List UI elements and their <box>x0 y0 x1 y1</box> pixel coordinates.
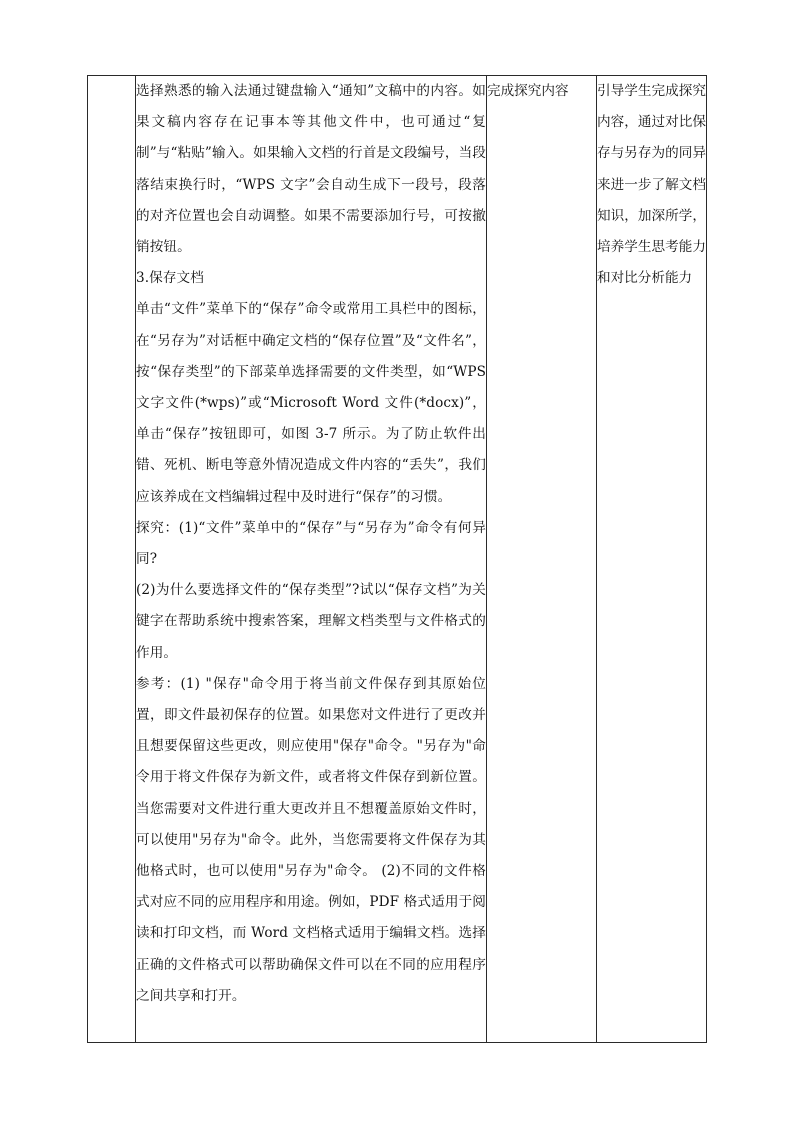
student-activity-text: 完成探究内容 <box>487 83 569 99</box>
design-intent-cell <box>597 76 707 1043</box>
student-activity-cell <box>487 76 597 1043</box>
lesson-table-row <box>88 76 707 1043</box>
paragraph-save-steps: 单击“文件”菜单下的“保存”命令或常用工具栏中的图标，在“另存为”对话框中确定文档的“保存位置”及“文件名”，按“保存类型”的下部菜单选择需要的文件类型，如“WPS 文字文件(*wps)”或“Microsoft Word 文件(*docx)”，单击“保存”按钮即可，如图 3-7 所示。为了防止软件出错、死机、断电等意外情况造成文件内容的“丢失”，我们应该养成在文档编辑过程中及时进行“保存”的习惯。 <box>136 301 486 505</box>
empty-left-cell <box>88 76 136 1043</box>
design-intent-text: 引导学生完成探究内容，通过对比保存与另存为的同异来进一步了解文档知识，加深所学，培养学生思考能力和对比分析能力 <box>597 83 706 287</box>
paragraph-inquiry-question-1: 探究：(1)“文件”菜单中的“保存”与“另存为”命令有何异同? <box>136 519 486 568</box>
teaching-content-cell <box>136 76 487 1043</box>
paragraph-input-method: 选择熟悉的输入法通过键盘输入“通知”文稿中的内容。如果文稿内容存在记事本等其他文件中，也可通过“复制”与“粘贴”输入。如果输入文档的行首是文段编号，当段落结束换行时，“WPS 文字”会自动生成下一段号，段落的对齐位置也会自动调整。如果不需要添加行号，可按撤销按钮。 <box>136 83 486 256</box>
paragraph-reference-answer: 参考：(1) "保存"命令用于将当前文件保存到其原始位置，即文件最初保存的位置。如果您对文件进行了更改并且想要保留这些更改，则应使用"保存"命令。"另存为"命令用于将文件保存为新文件，或者将文件保存到新位置。当您需要对文件进行重大更改并且不想覆盖原始文件时，可以使用"另存为"命令。此外，当您需要将文件保存为其他格式时，也可以使用"另存为"命令。 (2)不同的文件格式对应不同的应用程序和用途。例如，PDF 格式适用于阅读和打印文档，而 Word 文档格式适用于编辑文档。选择正确的文件格式可以帮助确保文件可以在不同的应用程序之间共享和打开。 <box>136 675 486 1004</box>
lesson-table <box>87 75 707 1043</box>
section-heading-save-document: 3.保存文档 <box>136 270 204 287</box>
paragraph-inquiry-question-2: (2)为什么要选择文件的“保存类型”?试以“保存文档”为关键字在帮助系统中搜索答案，理解文档类型与文件格式的作用。 <box>136 582 486 661</box>
